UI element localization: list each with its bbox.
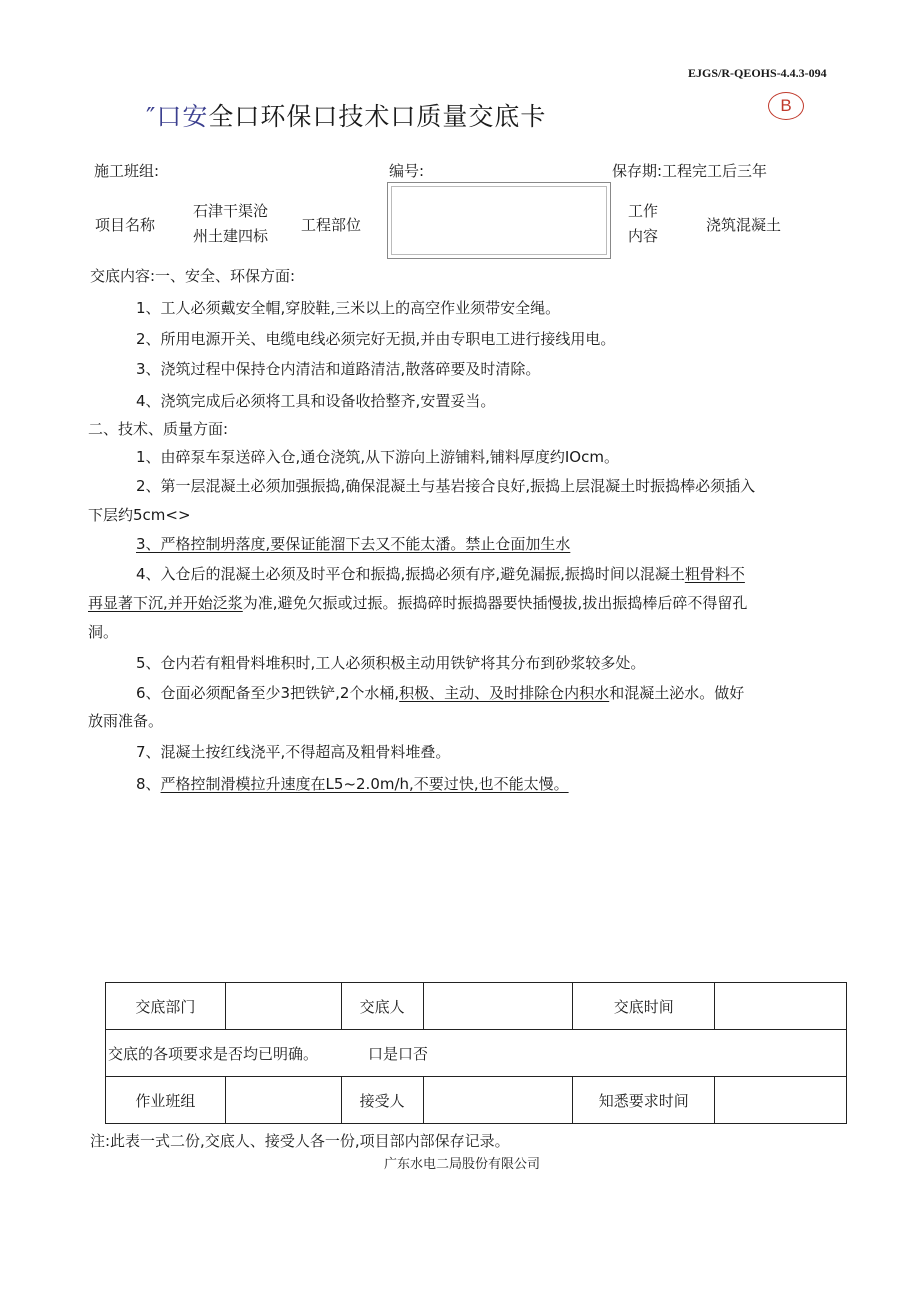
document-code: EJGS/R-QEOHS-4.4.3-094 <box>688 66 827 80</box>
tech-heading: 二、技术、质量方面: <box>88 420 229 438</box>
tech-item-6-underline: 积极、主动、及时排除仓内积水 <box>399 684 610 702</box>
title-main: 全口环保口技术口质量交底卡 <box>208 102 547 131</box>
project-name-line1: 石津干渠沧 <box>193 202 269 220</box>
presenter-field[interactable] <box>423 983 573 1030</box>
work-content-value: 浇筑混凝土 <box>706 216 782 234</box>
tech-item-3: 3、严格控制坍落度,要保证能溜下去又不能太潘。禁止仓面加生水 <box>136 535 571 553</box>
project-name-line2: 州土建四标 <box>193 227 269 245</box>
revision-badge: B <box>768 92 804 120</box>
confirm-cell <box>106 1030 847 1077</box>
presenter-label: 交底人 <box>341 983 423 1030</box>
table-row <box>106 983 847 1030</box>
time-label: 交底时间 <box>573 983 715 1030</box>
safety-item-2: 2、所用电源开关、电缆电线必须完好无损,并由专职电工进行接线用电。 <box>136 330 616 348</box>
confirm-text: 交底的各项要求是否均已明确。 <box>108 1044 319 1063</box>
safety-item-3: 3、浇筑过程中保持仓内清洁和道路清洁,散落碎要及时清除。 <box>136 360 541 378</box>
tech-item-4-underline-a: 粗骨料不 <box>684 565 745 583</box>
team-label: 施工班组: <box>94 162 160 180</box>
tech-item-8 <box>136 773 569 794</box>
handover-sign-table <box>105 982 847 1124</box>
company-name: 广东水电二局股份有限公司 <box>384 1157 541 1172</box>
tech-item-8-underline: 严格控制滑模拉升速度在L5~2.0m/h,不要过快,也不能太慢。 <box>160 775 569 793</box>
team-label-cell: 作业班组 <box>106 1077 226 1124</box>
retention-period: 保存期:工程完工后三年 <box>612 162 768 180</box>
tech-item-8-number: 8、 <box>136 775 161 793</box>
tech-item-6-text-a: 6、仓面必须配备至少3把铁铲,2个水桶, <box>136 684 400 702</box>
receiver-field[interactable] <box>423 1077 573 1124</box>
tech-item-1: 1、由碎泵车泵送碎入仓,通仓浇筑,从下游向上游铺料,铺料厚度约IOcm。 <box>136 448 619 466</box>
title-lead: ″口安 <box>146 102 209 131</box>
dept-field[interactable] <box>225 983 341 1030</box>
page-title <box>146 97 546 133</box>
project-part-label: 工程部位 <box>301 216 362 234</box>
tech-item-5: 5、仓内若有粗骨料堆积时,工人必须积极主动用铁铲将其分布到砂浆较多处。 <box>136 654 646 672</box>
footer-note: 注:此表一式二份,交底人、接受人各一份,项目部内部保存记录。 <box>90 1132 510 1150</box>
tech-item-4-underline-b: 再显著下沉,并开始泛浆 <box>88 594 243 612</box>
project-name-label: 项目名称 <box>95 216 156 234</box>
tech-item-2-line1: 2、第一层混凝土必须加强振捣,确保混凝土与基岩接合良好,振捣上层混凝土时振捣棒必须插入 <box>136 477 756 495</box>
safety-item-4: 4、浇筑完成后必须将工具和设备收拾整齐,安置妥当。 <box>136 392 496 410</box>
number-label: 编号: <box>389 162 425 180</box>
tech-item-6-line2: 放雨准备。 <box>88 712 164 730</box>
time-field[interactable] <box>715 983 847 1030</box>
dept-label: 交底部门 <box>106 983 226 1030</box>
tech-item-4-line1 <box>136 563 745 584</box>
table-row <box>106 1030 847 1077</box>
safety-item-1: 1、工人必须戴安全帽,穿胶鞋,三米以上的高空作业须带安全绳。 <box>136 299 561 317</box>
table-row <box>106 1077 847 1124</box>
ack-time-field[interactable] <box>715 1077 847 1124</box>
tech-item-6-text-b: 和混凝土泌水。做好 <box>609 684 745 702</box>
tech-item-2-line2: 下层约5cm<> <box>88 506 191 524</box>
tech-item-4-line2 <box>88 592 747 613</box>
content-intro: 交底内容:一、安全、环保方面: <box>90 267 296 285</box>
tech-item-4-text-b: 为准,避免欠振或过振。振捣碎时振捣器要快插慢拔,拔出振捣棒后碎不得留孔 <box>242 594 748 612</box>
confirm-options[interactable]: 口是口否 <box>368 1044 429 1063</box>
receiver-label: 接受人 <box>341 1077 423 1124</box>
team-field[interactable] <box>225 1077 341 1124</box>
tech-item-4-text-a: 4、入仓后的混凝土必须及时平仓和振捣,振捣必须有序,避免漏振,振捣时间以混凝土 <box>136 565 685 583</box>
tech-item-7: 7、混凝土按红线浇平,不得超高及粗骨料堆叠。 <box>136 743 451 761</box>
work-content-label-2: 内容 <box>628 227 659 245</box>
project-part-field[interactable] <box>387 182 611 259</box>
tech-item-6-line1 <box>136 682 744 703</box>
tech-item-4-line3: 洞。 <box>88 623 119 641</box>
work-content-label-1: 工作 <box>628 202 659 220</box>
ack-time-label: 知悉要求时间 <box>573 1077 715 1124</box>
